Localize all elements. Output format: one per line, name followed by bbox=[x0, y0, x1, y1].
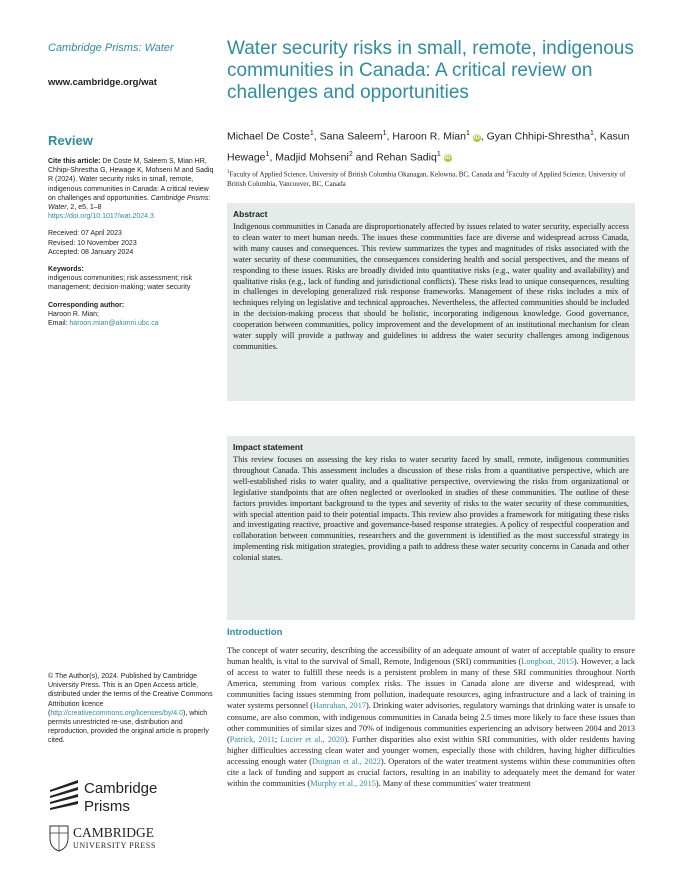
received-date: Received: 07 April 2023 bbox=[48, 230, 122, 238]
citation: Cite this article: De Coste M, Saleem S, Mian HR, Chhipi-Shrestha G, Hewage K, Mohseni M and Sadiq R (2024). Water security risks in small, remote, indigenous communities in Canada: A critical review on challenges and opportunities. Cambridge Prisms: Water, 2, e5, 1–8 bbox=[48, 158, 214, 212]
introduction-heading: Introduction bbox=[227, 627, 283, 638]
journal-url[interactable]: www.cambridge.org/wat bbox=[48, 77, 157, 88]
citation-link[interactable]: Longboat, 2015 bbox=[521, 657, 574, 667]
accepted-date: Accepted: 08 January 2024 bbox=[48, 248, 134, 256]
prisms-logo-text-1: Cambridge bbox=[84, 780, 158, 797]
affiliations: $^1$Faculty of Applied Science, University of British Columbia Okanagan, Kelowna, BC, Canada and $^2$Faculty of Applied Science, University of British Columbia, Vancouver, BC, Canada bbox=[227, 170, 626, 189]
crest-icon bbox=[50, 826, 68, 851]
citation-link[interactable]: Hanrahan, 2017 bbox=[312, 701, 366, 711]
journal-name: Cambridge Prisms: Water bbox=[48, 42, 174, 54]
cup-logo-text-1: CAMBRIDGE bbox=[73, 825, 155, 840]
corresponding-author-name: Haroon R. Mian; bbox=[48, 310, 99, 318]
keywords-label: Keywords: bbox=[48, 266, 84, 274]
article-info-sidebar: Cite this article: De Coste M, Saleem S, Mian HR, Chhipi-Shrestha G, Hewage K, Mohseni M and Sadiq R (2024). Water security risks in small, remote, indigenous communities in Canada: A critical review on challenges and opportunities. Cambridge Prisms: Water, 2, e5, 1–8 https://doi.org/10.1017/wat.2024.3 Received: 07 April 2023 Revised: 10 November 2023 Accepted: 08 January 2024 Keywords: indigenous communities; risk assessment; risk management; decision-making; water security Corresponding author: Haroon R. Mian; Email: haroon.mian@alumni.ubc.ca bbox=[48, 158, 214, 328]
corresponding-author-label: Corresponding author: bbox=[48, 301, 125, 309]
author-name[interactable]: Kasun Hewage bbox=[227, 130, 630, 163]
orcid-icon[interactable]: iD bbox=[473, 134, 480, 141]
abstract-text: Indigenous communities in Canada are disproportionately affected by issues related to water security, especially access to clean water to meet human needs. The issues these communities face are diverse and widespread across Canada, with many causes and consequences. This review summarizes the types and magnitudes of risks associated with the water security of these communities, the consequences considering health and social perspectives, and the means of responding to these issues. Risks are broadly divided into quantitative risks (e.g., water quality and availability) and qualitative risks (e.g., lack of funding and jurisdictional conflicts). These risks lead to unique consequences, resulting in challenges in developing generalized risk response frameworks. Management of these risks includes a mix of techniques relying on legislative and technical approaches. Nevertheless, the affected communities should be included in the decision-making process that should be holistic, incorporating indigenous knowledge. Good governance, cooperation between communities, policy improvement and the development of an institutional mechanism for clean water supply will provide a pathway and guidelines to address the water security challenges among indigenous communities. bbox=[233, 222, 629, 351]
orcid-icon[interactable]: iD bbox=[444, 155, 451, 161]
abstract-heading: Abstract bbox=[233, 209, 268, 219]
author-name[interactable]: Madjid Mohseni bbox=[275, 151, 349, 163]
keywords: indigenous communities; risk assessment; risk management; decision-making; water security bbox=[48, 275, 192, 292]
doi-link[interactable]: https://doi.org/10.1017/wat.2024.3 bbox=[48, 213, 154, 221]
license-notice: © The Author(s), 2024. Published by Cambridge University Press. This is an Open Access article, distributed under the terms of the Creative Commons Attribution licence (http://creativecommons.org/licenses/by/4.0), which permits unrestricted re-use, distribution and reproduction, provided the original article is properly cited. bbox=[48, 673, 213, 745]
revised-date: Revised: 10 November 2023 bbox=[48, 239, 137, 247]
author-list: Michael De Coste$^1$, Sana Saleem$^1$, Haroon R. Mian$^1$ iD, Gyan Chhipi-Shrestha$^1$, Kasun Hewage$^1$, Madjid Mohseni$^2$ and Rehan Sadiq$^1$ iD bbox=[227, 130, 630, 163]
article-title: Water security risks in small, remote, indigenous communities in Canada: A critical review on challenges and opportunities bbox=[227, 38, 634, 103]
email-link[interactable]: haroon.mian@alumni.ubc.ca bbox=[69, 320, 159, 328]
citation-link[interactable]: Duignan et al., 2022 bbox=[312, 756, 381, 766]
abstract-box bbox=[227, 203, 635, 401]
cambridge-university-press-logo bbox=[48, 824, 178, 852]
citation-link[interactable]: Patrick, 2011 bbox=[229, 734, 275, 744]
introduction-text: The concept of water security, describing the accessibility of an adequate amount of water of acceptable quality to ensure human health, is vital to the survival of Small, Remote, Indigenous (SRI) communities (Longboat, 2015). However, a lack of access to water to fulfill these needs is a persistent problem in many of these SRI communities throughout North America, stemming from various complex risks. The issues in Canada alone are diverse and widespread, with communities facing issues stemming from pollution, inadequate resources, aging infrastructure and a lack of training in water systems personnel (Hanrahan, 2017). Drinking water advisories, regulatory warnings that drinking water is unsafe to consume, are also common, with indigenous communities in Canada being 2.5 times more likely to face these issues than other communities of similar sizes and 70% of indigenous communities experiencing an advisory between 2004 and 2013 (Patrick, 2011; Lucier et al., 2020). Further disparities also exist within SRI communities, with older residents having higher difficulties accessing clean water and younger women, especially those with children, having higher difficulties accessing enough water (Duignan et al., 2022). Operators of the water treatment systems within these communities often cite a lack of funding and support as crucial factors, resulting in an inability to adequately meet the demand for water within the communities (Murphy et al., 2015). Many of these communities' water treatment bbox=[227, 646, 636, 789]
citation-link[interactable]: Lucier et al., 2020 bbox=[280, 734, 345, 744]
citation-link[interactable]: Murphy et al., 2015 bbox=[310, 779, 376, 789]
cup-logo-text-2: UNIVERSITY PRESS bbox=[73, 841, 156, 850]
author-name[interactable]: Michael De Coste bbox=[227, 130, 310, 143]
article-type-label: Review bbox=[48, 133, 93, 148]
author-name[interactable]: Haroon R. Mian bbox=[392, 130, 466, 143]
author-name[interactable]: Rehan Sadiq bbox=[376, 151, 437, 163]
impact-statement-box bbox=[227, 436, 635, 620]
prisms-logo-text-2: Prisms bbox=[84, 798, 130, 815]
impact-text: This review focuses on assessing the key risks to water security faced by small, remote, indigenous communities throughout Canada. This assessment includes a discussion of these risks from a quantitative perspective, which are well-established risks to water quality, and a qualitative perspective, overviewing the risks from organizational or legislative standpoints that are often neglected or overlooked in studies of these communities. The outline of these factors provides important background to the types and severity of risks to the water security of these communities, with special attention paid to their potential impacts. This review also provides a framework for mitigating these risks and investigating reactive, proactive and governance-based response strategies. A policy of respectful cooperation and collaboration between communities, researchers and the government is identified as the most successful strategy in implementing risk mitigation strategies, providing a path to address these water security concerns in Canada and other colonial states. bbox=[233, 455, 629, 563]
cambridge-prisms-logo bbox=[48, 776, 168, 816]
license-link[interactable]: http://creativecommons.org/licenses/by/4.0 bbox=[50, 709, 184, 717]
author-name[interactable]: Gyan Chhipi-Shrestha bbox=[486, 130, 590, 143]
impact-heading: Impact statement bbox=[233, 442, 303, 452]
author-name[interactable]: Sana Saleem bbox=[319, 130, 383, 143]
